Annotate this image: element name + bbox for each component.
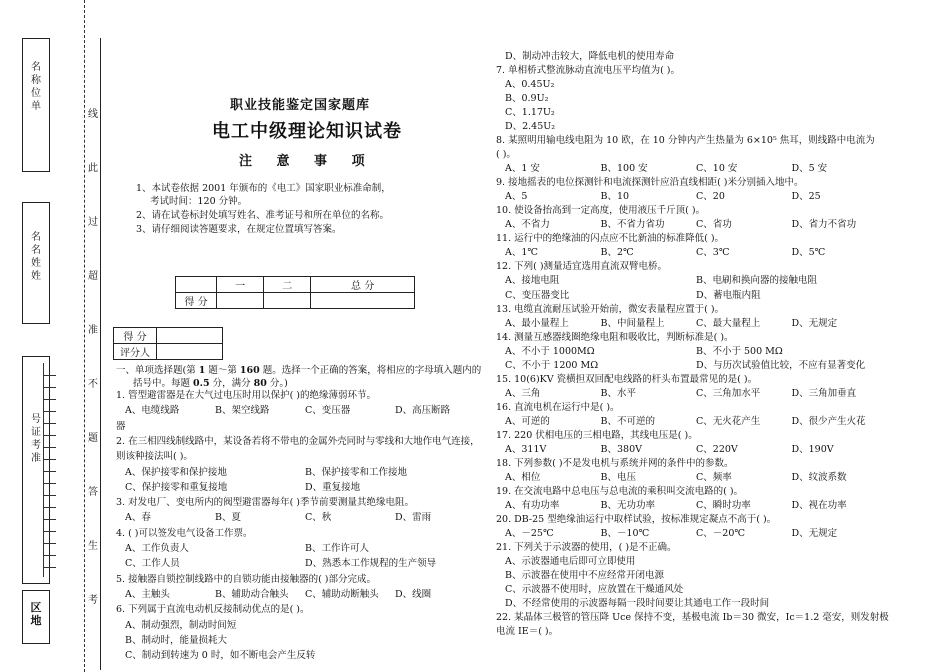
question-stem: 2. 在三相四线制线路中，某设备若将不带电的金属外壳同时与零线和大地作电气连接， (116, 435, 480, 447)
score-col-1: 一 (217, 277, 264, 293)
note-line-3: 2、请在试卷标封处填写姓名、准考证号和所在单位的名称。 (136, 210, 390, 221)
binding-char: 准 (31, 453, 41, 464)
answer-option: C、无火花产生 (696, 415, 761, 427)
question-stem: 15. 10(6)KV 瓷横担双回配电线路的杆头布置最常见的是( )。 (496, 373, 758, 385)
answer-option: B、10 (600, 191, 630, 203)
seal-cut-line (84, 0, 85, 672)
answer-option: A、电缆线路 (125, 405, 180, 417)
answer-option: C、省功 (696, 219, 732, 231)
answer-option: C、秋 (305, 512, 332, 524)
answer-option: C、20 (696, 191, 725, 203)
binding-char: 地 (30, 614, 42, 627)
seal-char: 线 (88, 109, 98, 120)
note-line-2: 考试时间：120 分钟。 (150, 196, 248, 207)
question-stem: 20. DB-25 型绝缘油运行中取样试验，按标准规定凝点不高于( )。 (496, 513, 777, 525)
question-stem: 1. 管型避雷器是在大气过电压时用以保护( )的绝缘薄弱环节。 (116, 390, 377, 401)
answer-option: D、纹波系数 (791, 471, 847, 483)
candidate-name-box (22, 202, 50, 324)
answer-option: B、－10℃ (600, 528, 650, 540)
binding-char: 区 (30, 601, 42, 614)
answer-option: B、夏 (215, 512, 241, 524)
answer-option: D、雷雨 (395, 512, 432, 524)
binding-char: 名 (31, 245, 41, 256)
answer-option: D、5 安 (791, 163, 828, 175)
score-col-2: 二 (264, 277, 311, 293)
answer-option: A、311V (505, 443, 547, 455)
score-cell-2[interactable] (264, 293, 311, 309)
question-stem: 7. 单相桥式整流脉动直流电压平均值为( )。 (496, 65, 681, 77)
section-instruction-line-1: 一、单项选择题(第 1 题～第 160 题。选择一个正确的答案，将相应的字母填入题内的 (116, 365, 482, 376)
answer-option: A、主触头 (125, 588, 170, 600)
answer-option: A、最小量程上 (505, 317, 569, 329)
answer-option: D、无规定 (791, 317, 838, 329)
answer-option: A、0.45U₂ (505, 79, 555, 91)
seal-char: 考 (88, 595, 98, 606)
exam-subtitle: 职业技能鉴定国家题库 (230, 98, 371, 113)
question-stem: 22. 某晶体三极管的管压降 Uce 保持不变，基极电流 Ib＝30 微安，Ic＝1.2 毫安，则发射极 (496, 612, 889, 624)
answer-option: B、无功功率 (600, 499, 655, 511)
answer-option: D、线圈 (395, 588, 432, 600)
answer-option: D、蓄电瓶内阻 (696, 289, 761, 301)
answer-option: D、5℃ (791, 247, 826, 259)
answer-option: B、保护接零和工作接地 (305, 466, 407, 478)
candidate-name-label (23, 231, 49, 283)
seal-char: 过 (88, 217, 98, 228)
binding-char: 姓 (31, 258, 41, 269)
answer-option: D、熟悉本工作规程的生产领导 (305, 558, 437, 570)
binding-char: 考 (31, 440, 41, 451)
answer-option: A、可逆的 (505, 415, 550, 427)
unit-name-box (22, 38, 50, 172)
answer-option: D、无规定 (791, 528, 838, 540)
answer-option: B、中间量程上 (600, 317, 665, 329)
question-stem: 电流 IE＝( )。 (496, 626, 559, 638)
question-stem: 5. 接触器自锁控制线路中的自锁功能由接触器的( )部分完成。 (116, 573, 377, 585)
answer-option: C、最大量程上 (696, 317, 761, 329)
seal-char: 题 (88, 433, 98, 444)
answer-option: A、5 (505, 191, 528, 203)
seal-char: 答 (88, 487, 98, 498)
answer-option: D、很少产生火花 (791, 415, 866, 427)
question-stem: 器 (116, 420, 126, 432)
answer-option: D、不经常使用的示波器每隔一段时间要让其通电工作一段时间 (505, 598, 770, 610)
answer-option: C、不小于 1200 MΩ (505, 359, 599, 371)
answer-option: B、制动时，能量损耗大 (125, 634, 227, 646)
answer-option: B、工作许可人 (305, 543, 369, 554)
question-stem: 16. 直流电机在运行中是( )。 (496, 401, 620, 413)
answer-option: A、示波器通电后即可立即使用 (505, 556, 636, 568)
binding-char: 名 (31, 232, 41, 243)
seal-char: 超 (88, 271, 98, 282)
answer-option: A、不小于 1000MΩ (505, 345, 595, 357)
seal-char: 不 (88, 379, 98, 390)
unit-name-label (23, 61, 49, 113)
grader-score-label: 得 分 (114, 328, 157, 344)
answer-option: A、保护接零和保护接地 (125, 466, 227, 478)
seal-char: 准 (88, 325, 98, 336)
grader-table (113, 327, 223, 360)
question-stem: 19. 在交流电路中总电压与总电流的乘积叫交流电路的( )。 (496, 485, 744, 497)
question-stem: 18. 下列参数( )不是发电机与系统并网的条件中的参数。 (496, 457, 734, 469)
note-line-4: 3、请仔细阅读答题要求，在规定位置填写答案。 (136, 224, 342, 235)
question-stem: 10. 使设备抬高到一定高度，使用液压千斤顶( )。 (496, 205, 706, 217)
answer-option: D、190V (791, 443, 834, 455)
answer-option: B、2℃ (600, 247, 634, 259)
exam-number-box (22, 356, 50, 584)
answer-option: B、辅助动合触头 (215, 588, 289, 600)
answer-option: C、频率 (696, 471, 732, 483)
answer-option: C、辅助动断触头 (305, 588, 379, 600)
answer-option: B、100 安 (600, 163, 648, 175)
answer-option: C、－20℃ (696, 528, 745, 540)
binding-char: 名 (31, 62, 41, 73)
answer-option: B、不可逆的 (600, 415, 655, 427)
region-label (23, 601, 49, 627)
answer-option: A、春 (125, 512, 151, 524)
section-instruction-line-2: 括号中。每题 0.5 分，满分 80 分。) (133, 378, 288, 389)
answer-option: D、视在功率 (791, 499, 847, 511)
answer-option: C、变压器变比 (505, 289, 570, 301)
question-stem: 4. ( )可以签发电气设备工作票。 (116, 527, 253, 539)
answer-option: A、工作负责人 (125, 543, 189, 554)
binding-char: 单 (31, 101, 41, 112)
question-stem: 13. 电缆直流耐压试验开始前，微安表量程应置于( )。 (496, 303, 725, 315)
answer-option: B、不小于 500 MΩ (696, 345, 783, 357)
answer-option: B、电刷和换向器的接触电阻 (696, 275, 817, 287)
notice-heading: 注 意 事 项 (239, 154, 367, 169)
answer-option: D、2.45U₂ (505, 121, 556, 133)
answer-option: C、变压器 (305, 405, 351, 417)
seal-char: 此 (88, 163, 98, 174)
grader-name-cell[interactable] (157, 344, 223, 360)
question-stem: 6. 下列属于直流电动机反接制动优点的是( )。 (116, 604, 310, 616)
question-stem: 则该种接法叫( )。 (116, 451, 193, 463)
score-cell-1[interactable] (217, 293, 264, 309)
answer-option: A、－25℃ (505, 528, 554, 540)
binding-char: 姓 (31, 271, 41, 282)
answer-option: B、示波器在使用中不应经常开闭电源 (505, 570, 664, 582)
answer-option: A、1℃ (505, 247, 539, 259)
answer-option: C、220V (696, 443, 738, 455)
exam-number-grid (43, 363, 56, 577)
answer-option: D、25 (791, 191, 821, 203)
answer-option: C、1.17U₂ (505, 107, 555, 119)
answer-option: B、架空线路 (215, 405, 270, 417)
question-stem: 14. 测量互感器线圈绝缘电阻和吸收比，判断标准是( )。 (496, 331, 734, 343)
answer-option: C、制动到转速为 0 时，如不断电会产生反转 (125, 650, 316, 662)
question-stem: 3. 对发电厂、变电所内的阀型避雷器每年( )季节前要测量其绝缘电阻。 (116, 497, 415, 509)
region-box (22, 590, 50, 644)
question-stem: 9. 接地摇表的电位探测针和电流探测针应沿直线相距( )米分别插入地中。 (496, 177, 804, 189)
question-stem: 17. 220 伏相电压的三相电路，其线电压是( )。 (496, 429, 698, 441)
answer-option: A、有功功率 (505, 499, 560, 511)
answer-option: C、10 安 (696, 163, 738, 175)
answer-option: A、不省力 (505, 219, 550, 231)
answer-option: D、制动冲击较大，降低电机的使用寿命 (505, 51, 675, 62)
answer-option: C、保护接零和重复接地 (125, 481, 228, 493)
question-stem: 12. 下列( )测量适宜选用直流双臂电桥。 (496, 261, 668, 273)
score-table (175, 276, 415, 309)
answer-option: C、工作人员 (125, 558, 180, 570)
note-line-1: 1、本试卷依据 2001 年颁布的《电工》国家职业标准命制， (136, 183, 391, 194)
question-stem: 8. 某照明用输电线电阻为 10 欧，在 10 分钟内产生热量为 6×10⁵ 焦耳，则线路中电流为 (496, 135, 875, 147)
answer-option: C、三角加水平 (696, 387, 761, 399)
answer-option: A、接地电阻 (505, 275, 560, 287)
answer-option: D、高压断路 (395, 405, 451, 417)
question-stem: 11. 运行中的绝缘油的闪点应不比新油的标准降低( )。 (496, 233, 725, 245)
answer-option: D、与历次试验值比较，不应有显著变化 (696, 359, 866, 371)
binding-char: 证 (31, 427, 41, 438)
answer-option: D、三角加垂直 (791, 387, 857, 399)
answer-option: B、0.9U₂ (505, 93, 549, 105)
answer-option: C、示波器不使用时，应放置在干燥通风处 (505, 584, 684, 596)
binding-char: 号 (31, 414, 41, 425)
grader-name-label: 评分人 (114, 344, 157, 360)
score-cell-total[interactable] (311, 293, 415, 309)
answer-option: A、1 安 (505, 163, 540, 175)
answer-option: C、3℃ (696, 247, 730, 259)
grader-score-cell[interactable] (157, 328, 223, 344)
answer-option: B、电压 (600, 471, 636, 483)
answer-option: C、瞬时功率 (696, 499, 751, 511)
answer-option: B、水平 (600, 387, 636, 399)
question-stem: 21. 下列关于示波器的使用，( )是不正确。 (496, 542, 677, 554)
answer-option: A、相位 (505, 471, 541, 483)
answer-option: D、重复接地 (305, 481, 361, 493)
score-row-label: 得 分 (176, 293, 217, 309)
binding-char: 位 (31, 88, 41, 99)
answer-option: B、380V (600, 443, 642, 455)
exam-title: 电工中级理论知识试卷 (212, 121, 402, 142)
answer-option: A、制动强烈，制动时间短 (125, 619, 237, 631)
answer-option: B、不省力省功 (600, 219, 665, 231)
margin-rule (100, 38, 101, 670)
question-stem: ( )。 (496, 149, 516, 161)
answer-option: D、省力不省功 (791, 219, 857, 231)
score-col-total: 总 分 (311, 277, 415, 293)
binding-char: 称 (31, 75, 41, 86)
answer-option: A、三角 (505, 387, 541, 399)
seal-char: 生 (88, 541, 98, 552)
